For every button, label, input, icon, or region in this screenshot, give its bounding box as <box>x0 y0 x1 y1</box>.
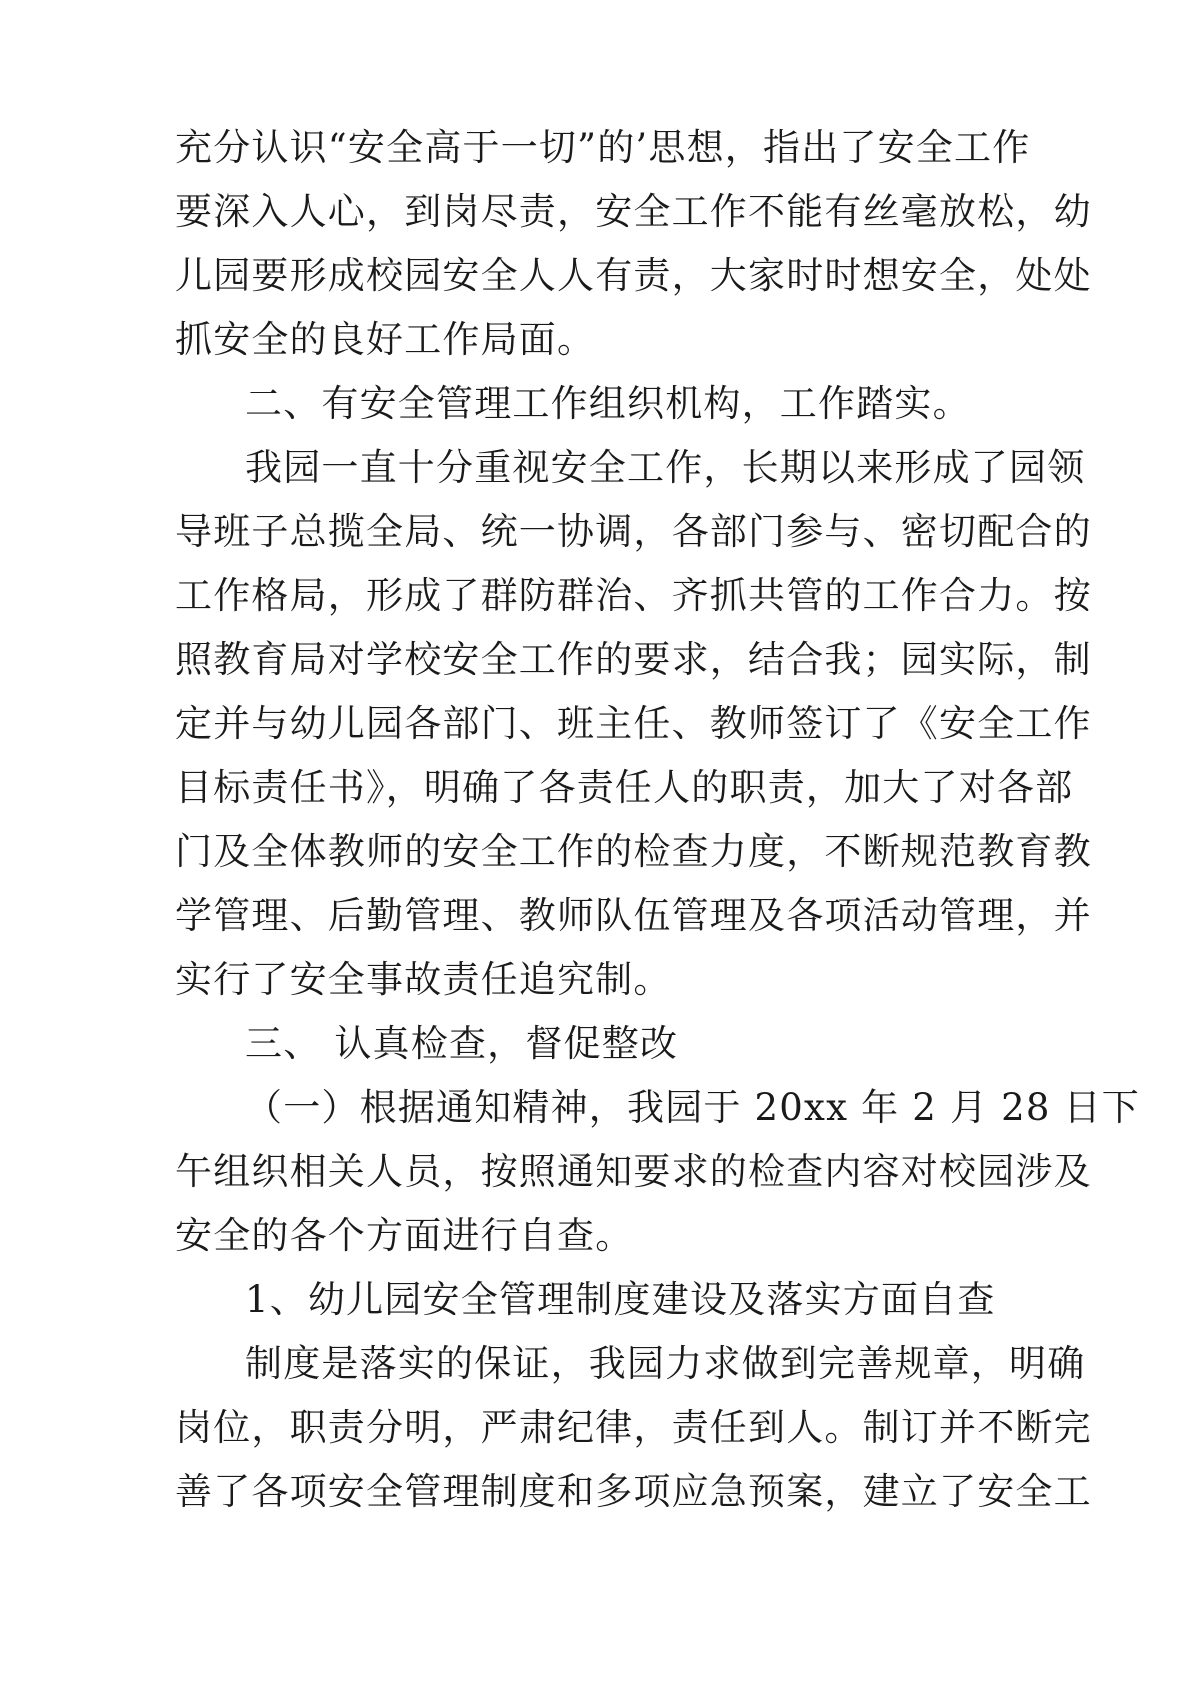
text-line: 抓安全的良好工作局面。 <box>175 318 596 361</box>
paragraph-start: （一）根据通知精神，我园于 20xx 年 2 月 28 日下 <box>245 1086 1141 1129</box>
section-heading: 三、 认真检查，督促整改 <box>245 1022 679 1065</box>
text-line: 岗位，职责分明，严肃纪律，责任到人。制订并不断完 <box>175 1406 1092 1449</box>
section-heading: 二、有安全管理工作组织机构，工作踏实。 <box>245 382 971 425</box>
text-line: 工作格局，形成了群防群治、齐抓共管的工作合力。按 <box>175 574 1092 617</box>
text-line: 目标责任书》，明确了各责任人的职责，加大了对各部 <box>175 766 1074 809</box>
text-line: 安全的各个方面进行自查。 <box>175 1214 634 1257</box>
text-line: 要深入人心，到岗尽责，安全工作不能有丝毫放松，幼 <box>175 190 1092 233</box>
text-line: 定并与幼儿园各部门、班主任、教师签订了《安全工作 <box>175 702 1092 745</box>
text-line: 门及全体教师的安全工作的检查力度，不断规范教育教 <box>175 830 1092 873</box>
text-line: 午组织相关人员，按照通知要求的检查内容对校园涉及 <box>175 1150 1092 1193</box>
paragraph-start: 我园一直十分重视安全工作，长期以来形成了园领 <box>245 446 1086 489</box>
text-line: 实行了安全事故责任追究制。 <box>175 958 672 1001</box>
paragraph-start: 制度是落实的保证，我园力求做到完善规章，明确 <box>245 1342 1086 1385</box>
subsection-heading: 1、幼儿园安全管理制度建设及落实方面自查 <box>245 1278 996 1321</box>
text-line: 导班子总揽全局、统一协调，各部门参与、密切配合的 <box>175 510 1092 553</box>
text-line: 照教育局对学校安全工作的要求，结合我；园实际，制 <box>175 638 1092 681</box>
text-line: 学管理、后勤管理、教师队伍管理及各项活动管理，并 <box>175 894 1092 937</box>
text-line: 善了各项安全管理制度和多项应急预案，建立了安全工 <box>175 1470 1092 1513</box>
text-line: 儿园要形成校园安全人人有责，大家时时想安全，处处 <box>175 254 1092 297</box>
text-line: 充分认识“安全高于一切”的’思想，指出了安全工作 <box>175 126 1031 169</box>
